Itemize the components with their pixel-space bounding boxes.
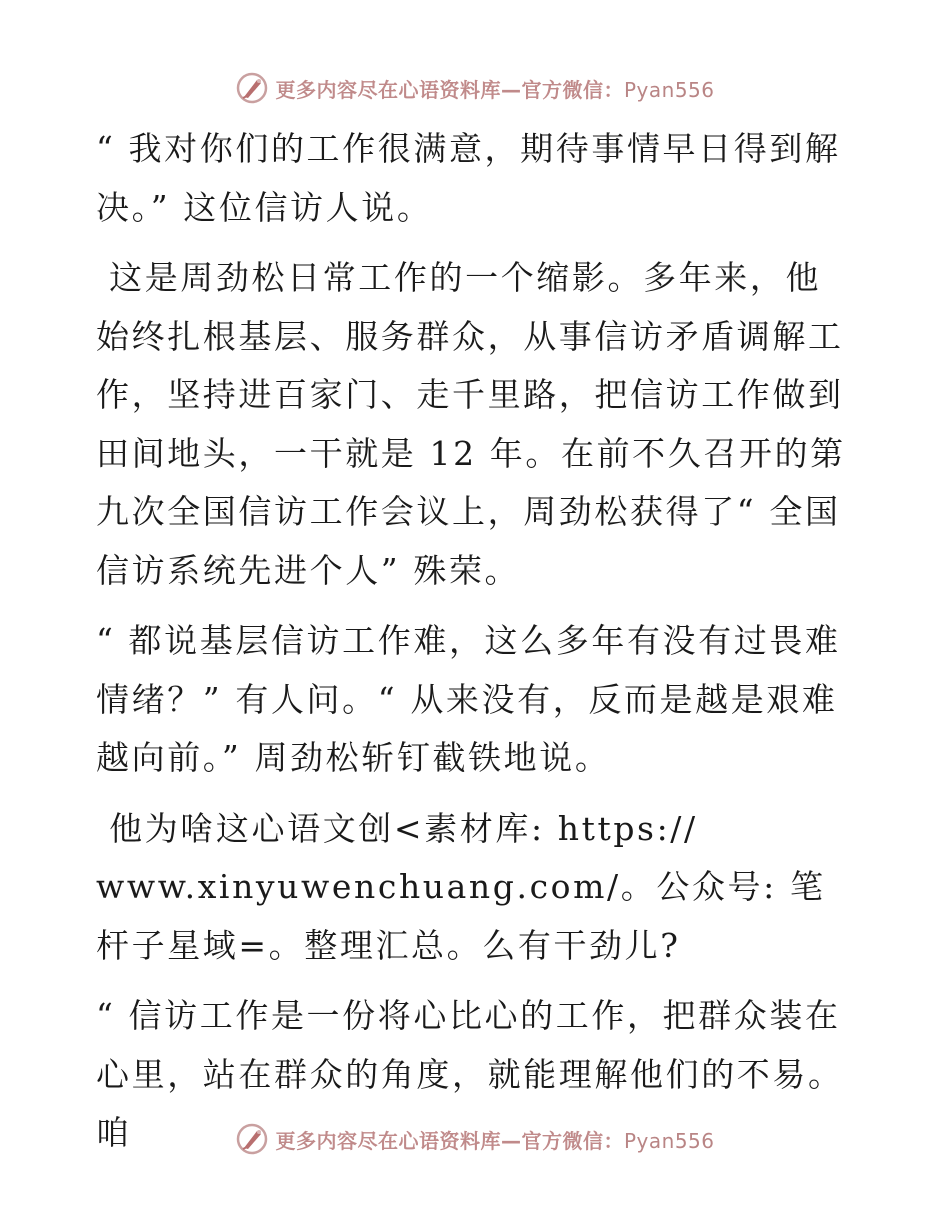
footer-watermark-banner: [0, 1119, 950, 1159]
quill-pen-logo-icon: [235, 1122, 269, 1156]
document-body: [96, 120, 856, 1175]
paragraph-4: 他为啥这心语文创<素材库: https:// www.xinyuwenchuang.com/。公众号: 笔杆子星域=。整理汇总。么有干劲儿?: [96, 808, 826, 965]
header-banner-text: 更多内容尽在心语资料库—官方微信：Pyan556: [275, 77, 715, 102]
header-wechat-id: Pyan556: [623, 77, 715, 102]
header-watermark-banner: [0, 68, 950, 108]
paragraph-2: 这是周劲松日常工作的一个缩影。多年来，他始终扎根基层、服务群众，从事信访矛盾调解工作，坚持进百家门、走千里路，把信访工作做到田间地头，一干就是 12 年。在前不久召开的第九次全国信访工作会议上，周劲松获得了“ 全国信访系统先进个人” 殊荣。: [96, 258, 846, 590]
quill-pen-logo-icon: [235, 71, 269, 105]
footer-wechat-id: Pyan556: [623, 1128, 715, 1153]
paragraph-3: “ 都说基层信访工作难，这么多年有没有过畏难情绪？” 有人问。“ 从来没有，反而是越是艰难越向前。” 周劲松斩钉截铁地说。: [96, 621, 841, 777]
paragraph-5: “ 信访工作是一份将心比心的工作，把群众装在心里，站在群众的角度，就能理解他们的不易。咱: [96, 996, 844, 1152]
paragraph-1: “ 我对你们的工作很满意，期待事情早日得到解决。” 这位信访人说。: [96, 129, 841, 227]
footer-banner-text: 更多内容尽在心语资料库—官方微信：Pyan556: [275, 1128, 715, 1153]
